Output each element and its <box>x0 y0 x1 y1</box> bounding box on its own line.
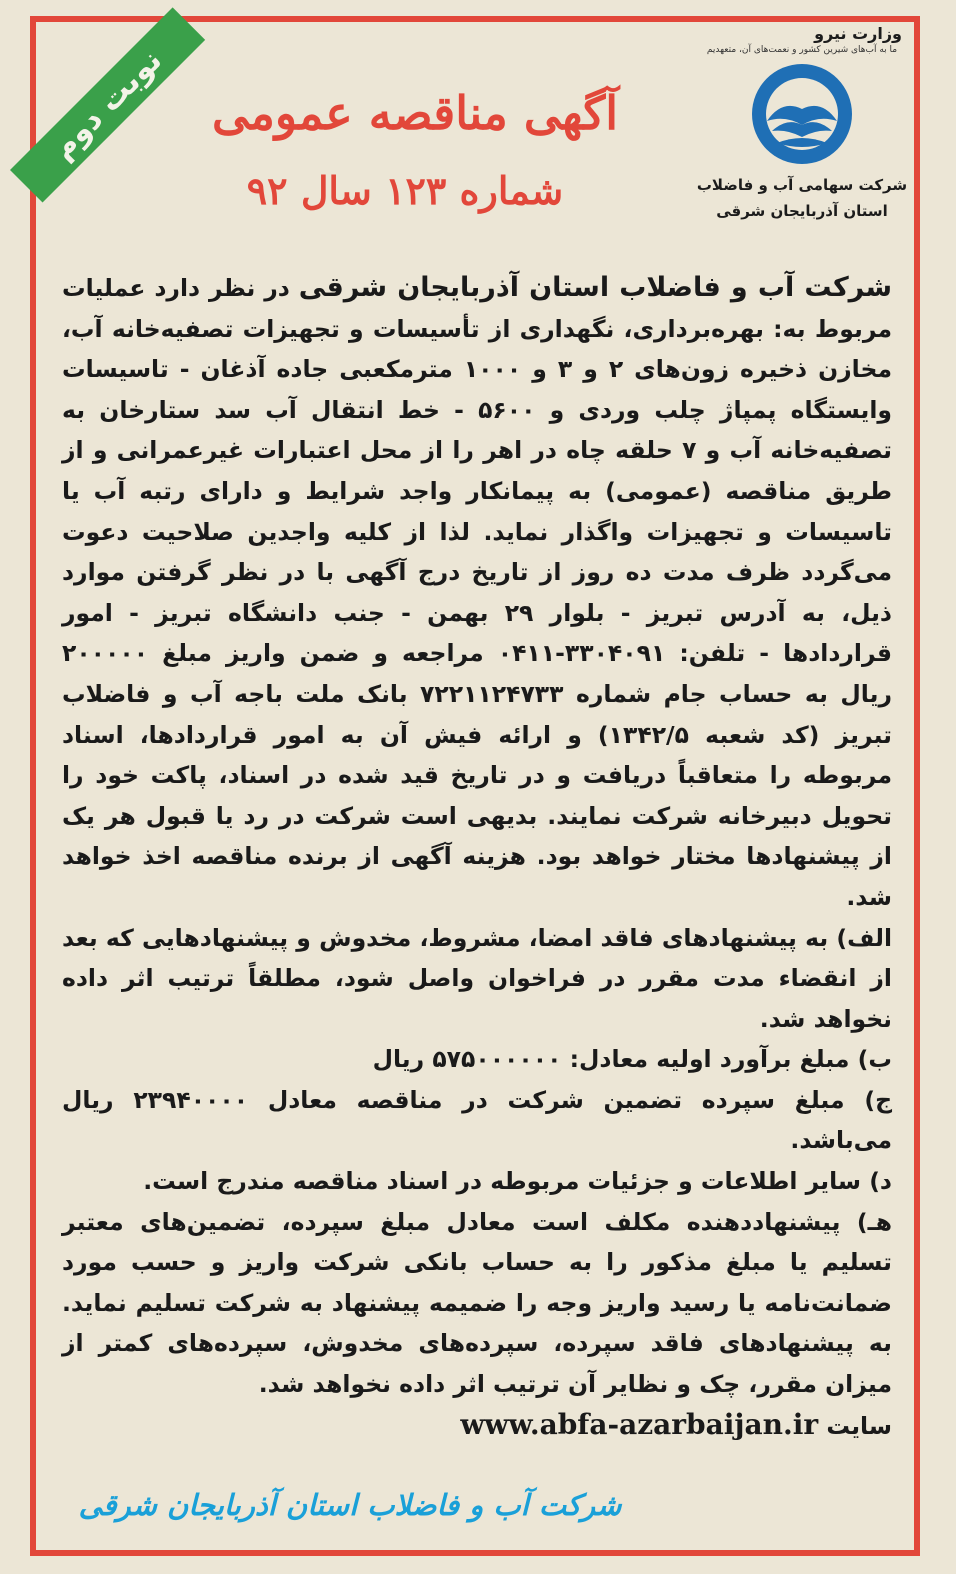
water-drop-logo-icon <box>747 59 857 169</box>
website-line <box>62 1405 892 1447</box>
ad-title: آگهی مناقصه عمومی <box>211 86 619 140</box>
corner-banner <box>0 0 210 210</box>
clause-d: د) سایر اطلاعات و جزئیات مربوطه در اسناد مناقصه مندرج است. <box>143 1167 892 1196</box>
intro-text: در نظر دارد عملیات مربوط به: بهره‌برداری، نگهداری از تأسیسات و تجهیزات تصفیه‌خانه آب، مخازن ذخیره زون‌های ۲ و ۳ و ۱۰۰۰ مترمکعبی جاده آذغان - تاسیسات وایستگاه پمپاژ چلب وردی و ۵۶۰۰ - خط انتقال آب سد ستارخان به تصفیه‌خانه آب و ۷ حلقه چاه در اهر را از محل اعتبارات غیرعمرانی و از طریق مناقصه (عمومی) به پیمانکار واجد شرایط و دارای رتبه آب یا تاسیسات و تجهیزات واگذار نماید. لذا از کلیه واجدین صلاحیت دعوت می‌گردد ظرف مدت ده روز از تاریخ درج آگهی با در نظر گرفتن موارد ذیل، به آدرس تبریز - بلوار ۲۹ بهمن - جنب دانشگاه تبریز - امور قراردادها - تلفن: ۳۳۰۴۰۹۱-۰۴۱۱ مراجعه و ضمن واریز مبلغ ۲۰۰۰۰۰ ریال به حساب جام شماره ۷۲۲۱۱۲۴۷۳۳ بانک ملت باجه آب و فاضلاب تبریز (کد شعبه ۱۳۴۲/۵) و ارائه فیش آن به امور قراردادها، اسناد مربوطه را متعاقباً دریافت و در تاریخ قید شده در اسناد، پاکت خود را تحویل دبیرخانه شرکت نمایند. بدیهی است شرکت در رد یا قبول هر یک از پیشنهادها مختار خواهد بود. هزینه آگهی از برنده مناقصه اخذ خواهد شد. <box>62 274 892 911</box>
footer-company-name: شرکت آب و فاضلاب استان آذربایجان شرقی <box>78 1488 622 1522</box>
clause-b: ب) مبلغ برآورد اولیه معادل: ۵۷۵۰۰۰۰۰۰ ریال <box>372 1045 892 1074</box>
intro-paragraph <box>62 268 892 918</box>
clause-a: الف) به پیشنهادهای فاقد امضا، مشروط، مخدوش و پیشنهادهایی که بعد از انقضاء مدت مقرر در فراخوان واصل شود، مطلقاً ترتیب اثر داده نخواهد شد. <box>62 923 892 1033</box>
logo-motto: ما به آب‌های شیرین کشور و نعمت‌های آن، متعهدیم <box>706 45 898 55</box>
ad-subtitle: شماره ۱۲۳ سال ۹۲ <box>246 168 564 213</box>
ministry-label: وزارت نیرو <box>814 24 902 43</box>
lead-company-name: شرکت آب و فاضلاب استان آذربایجان شرقی <box>298 272 892 303</box>
clause-c: ج) مبلغ سپرده تضمین شرکت در مناقصه معادل ۲۳۹۴۰۰۰۰ ریال می‌باشد. <box>62 1085 893 1155</box>
logo-company-line2: استان آذربایجان شرقی <box>716 202 888 220</box>
logo-company-line1: شرکت سهامی آب و فاضلاب <box>696 176 908 194</box>
clause-e: هـ) پیشنهاددهنده مکلف است معادل مبلغ سپرده، تضمین‌های معتبر تسلیم یا مبلغ مذکور را به حساب بانکی شرکت واریز و حسب مورد ضمانت‌نامه یا رسید واریز وجه را ضمیمه پیشنهاد به شرکت تسلیم نماید. به پیشنهادهای فاقد سپرده، سپرده‌های مخدوش، سپرده‌های کمتر از میزان مقرر، چک و نظایر آن ترتیب اثر داده نخواهد شد. <box>62 1207 892 1399</box>
site-label: سایت <box>826 1411 892 1440</box>
ad-body <box>62 268 892 1446</box>
banner-label: نوبت دوم <box>10 7 205 202</box>
site-url-link[interactable]: www.abfa-azarbaijan.ir <box>460 1407 819 1441</box>
company-logo-block <box>692 24 912 254</box>
